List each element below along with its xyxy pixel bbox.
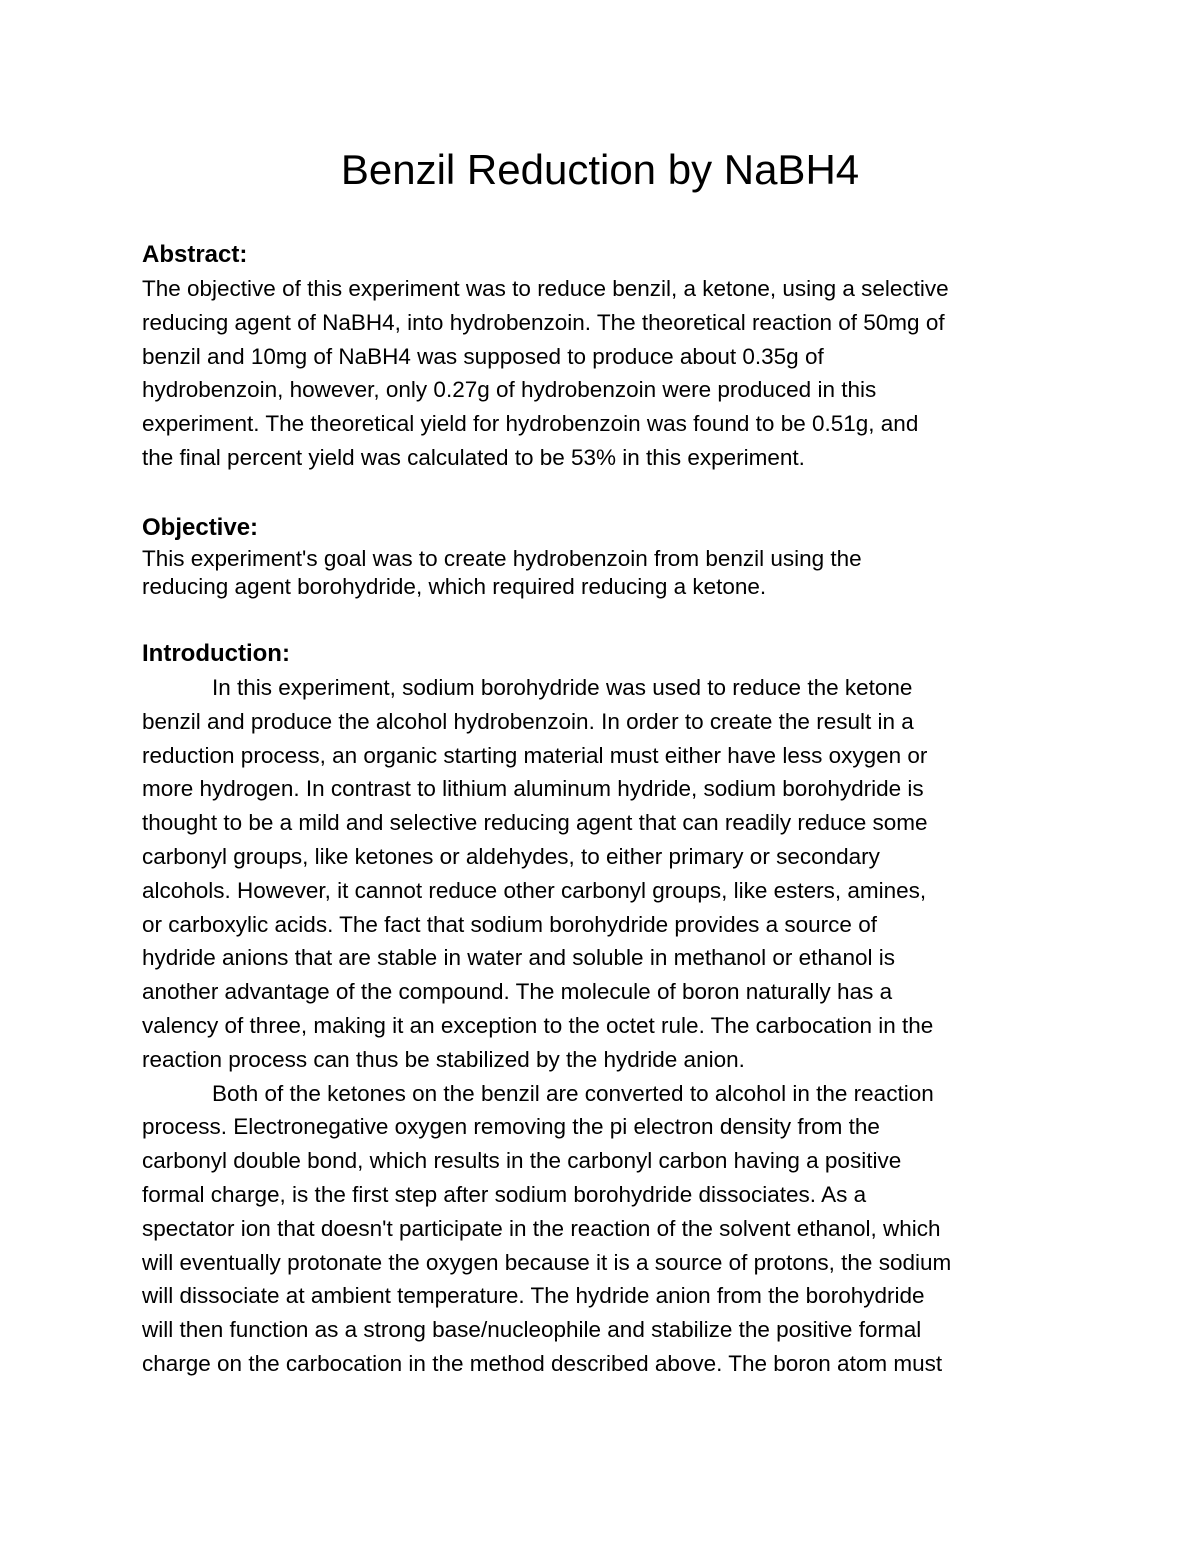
introduction-line: will then function as a strong base/nucleophile and stabilize the positive formal <box>142 1317 922 1343</box>
abstract-line: The objective of this experiment was to reduce benzil, a ketone, using a selective <box>142 276 949 301</box>
introduction-line: will eventually protonate the oxygen because it is a source of protons, the sodium <box>142 1249 952 1275</box>
introduction-paragraph-2 <box>142 1077 1072 1381</box>
introduction-heading: Introduction: <box>142 640 290 667</box>
abstract-paragraph <box>142 272 1072 475</box>
abstract-heading: Abstract: <box>142 241 248 268</box>
introduction-line: spectator ion that doesn't participate in the reaction of the solvent ethanol, which <box>142 1215 941 1241</box>
objective-paragraph <box>142 545 1072 601</box>
introduction-line: alcohols. However, it cannot reduce other carbonyl groups, like esters, amines, <box>142 877 927 903</box>
introduction-line: reaction process can thus be stabilized by the hydride anion. <box>142 1046 745 1072</box>
introduction-line: reduction process, an organic starting material must either have less oxygen or <box>142 742 928 768</box>
objective-heading: Objective: <box>142 514 259 541</box>
introduction-line: charge on the carbocation in the method described above. The boron atom must <box>142 1350 943 1376</box>
objective-section <box>142 511 1072 601</box>
abstract-line: reducing agent of NaBH4, into hydrobenzoin. The theoretical reaction of 50mg of <box>142 309 945 335</box>
introduction-paragraph-1 <box>142 671 1072 1077</box>
introduction-line: will dissociate at ambient temperature. The hydride anion from the borohydride <box>142 1283 925 1309</box>
abstract-line: the final percent yield was calculated to be 53% in this experiment. <box>142 444 805 470</box>
introduction-line: or carboxylic acids. The fact that sodium borohydride provides a source of <box>142 911 877 937</box>
introduction-line: carbonyl double bond, which results in the carbonyl carbon having a positive <box>142 1148 902 1174</box>
introduction-line: Both of the ketones on the benzil are converted to alcohol in the reaction <box>212 1080 934 1106</box>
introduction-line: thought to be a mild and selective reducing agent that can readily reduce some <box>142 810 928 836</box>
introduction-section <box>142 637 1072 1381</box>
introduction-line: another advantage of the compound. The molecule of boron naturally has a <box>142 979 893 1005</box>
introduction-line: process. Electronegative oxygen removing the pi electron density from the <box>142 1114 880 1140</box>
abstract-line: hydrobenzoin, however, only 0.27g of hydrobenzoin were produced in this <box>142 377 877 403</box>
introduction-line: benzil and produce the alcohol hydrobenzoin. In order to create the result in a <box>142 708 914 734</box>
introduction-line: valency of three, making it an exception to the octet rule. The carbocation in the <box>142 1012 934 1038</box>
introduction-line: In this experiment, sodium borohydride was used to reduce the ketone <box>212 675 913 700</box>
abstract-section <box>142 238 1072 475</box>
introduction-line: hydride anions that are stable in water and soluble in methanol or ethanol is <box>142 945 895 971</box>
introduction-line: more hydrogen. In contrast to lithium aluminum hydride, sodium borohydride is <box>142 776 924 802</box>
introduction-line: carbonyl groups, like ketones or aldehydes, to either primary or secondary <box>142 843 880 869</box>
document-title: Benzil Reduction by NaBH4 <box>340 146 860 193</box>
abstract-line: experiment. The theoretical yield for hydrobenzoin was found to be 0.51g, and <box>142 411 919 437</box>
objective-line: reducing agent borohydride, which required reducing a ketone. <box>142 574 767 599</box>
objective-line: This experiment's goal was to create hydrobenzoin from benzil using the <box>142 546 862 571</box>
introduction-line: formal charge, is the first step after sodium borohydride dissociates. As a <box>142 1181 867 1207</box>
abstract-line: benzil and 10mg of NaBH4 was supposed to produce about 0.35g of <box>142 343 824 369</box>
